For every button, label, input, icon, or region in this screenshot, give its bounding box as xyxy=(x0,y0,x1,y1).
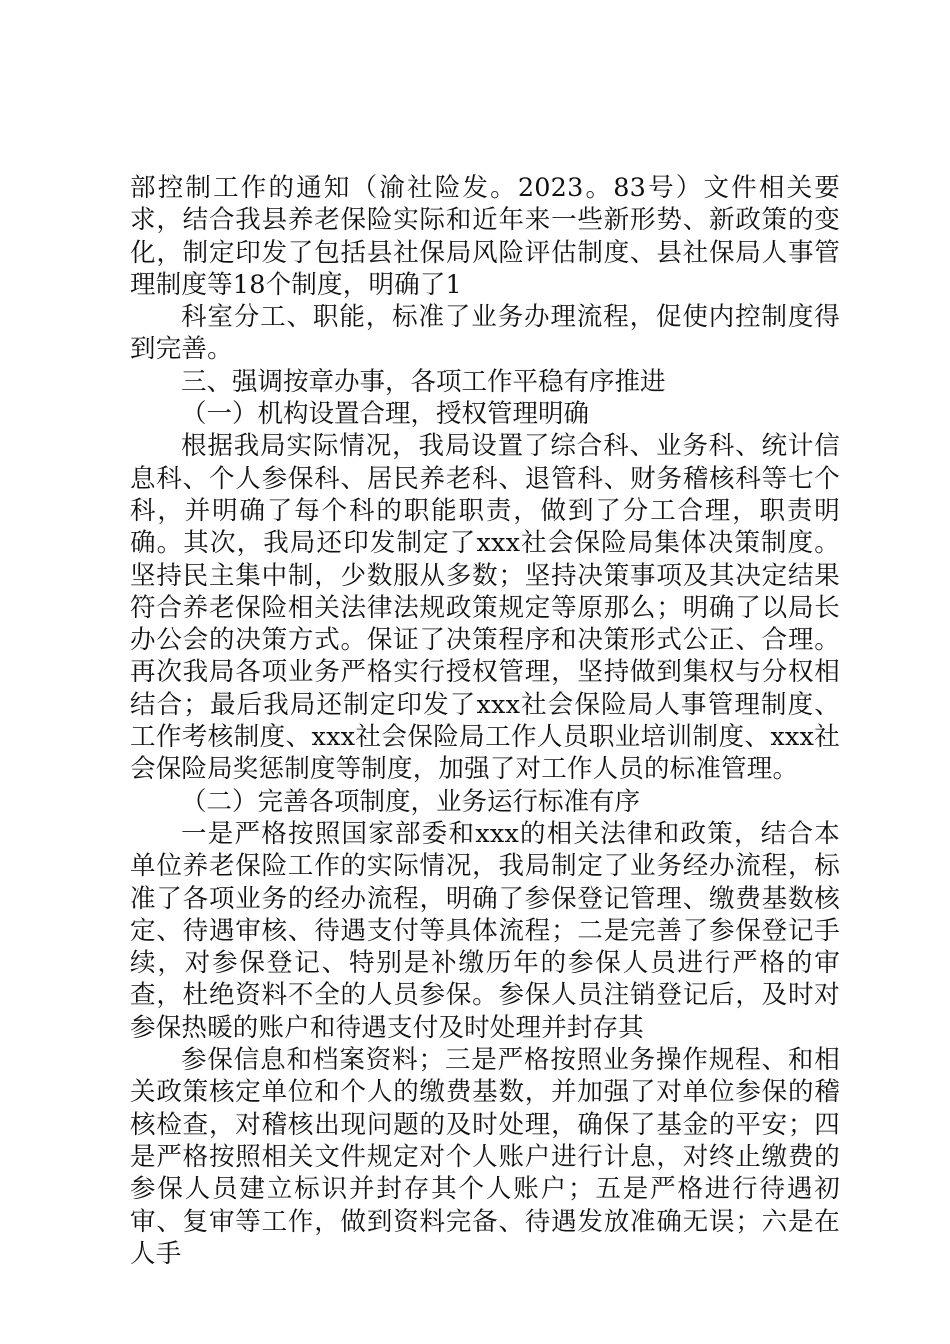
paragraph-business-process: 一是严格按照国家部委和xxx的相关法律和政策，结合本单位养老保险工作的实际情况，我局制定了业务经办流程，标准了各项业务的经办流程，明确了参保登记管理、缴费基数核定、待遇审核、待遇支付等具体流程；二是完善了参保登记手续，对参保登记、特别是补缴历年的参保人员进行严格的审查，杜绝资料不全的人员参保。参保人员注销登记后，及时对参保热暖的账户和待遇支付及时处理并封存其 xyxy=(130,818,840,1043)
section-heading-3: 三、强调按章办事，各项工作平稳有序推进 xyxy=(181,366,666,397)
document-body xyxy=(130,172,840,1270)
paragraph-archive-and-audit: 参保信息和档案资料；三是严格按照业务操作规程、和相关政策核定单位和个人的缴费基数，并加强了对单位参保的稽核检查，对稽核出现问题的及时处理，确保了基金的平安；四是严格按照相关文件规定对个人账户进行计息，对终止缴费的参保人员建立标识并封存其个人账户；五是严格进行待遇初审、复审等工作，做到资料完备、待遇发放准确无误；六是在人手 xyxy=(130,1045,840,1269)
subsection-heading-2: （二）完善各项制度，业务运行标准有序 xyxy=(181,786,641,817)
subsection-heading-1: （一）机构设置合理，授权管理明确 xyxy=(181,399,590,430)
paragraph-department-division: 科室分工、职能，标准了业务办理流程，促使内控制度得到完善。 xyxy=(130,302,840,365)
paragraph-internal-control-notice: 部控制工作的通知（渝社险发。2023。83号）文件相关要求，结合我县养老保险实际和近年来一些新形势、新政策的变化，制定印发了包括县社保局风险评估制度、县社保局人事管理制度等18个制度，明确了1 xyxy=(130,173,840,300)
paragraph-organization-setup: 根据我局实际情况，我局设置了综合科、业务科、统计信息科、个人参保科、居民养老科、退管科、财务稽核科等七个科，并明确了每个科的职能职责，做到了分工合理，职责明确。其次，我局还印发制定了xxx社会保险局集体决策制度。坚持民主集中制，少数服从多数；坚持决策事项及其决定结果符合养老保险相关法律法规政策规定等原那么；明确了以局长办公会的决策方式。保证了决策程序和决策形式公正、合理。再次我局各项业务严格实行授权管理，坚持做到集权与分权相结合；最后我局还制定印发了xxx社会保险局人事管理制度、工作考核制度、xxx社会保险局工作人员职业培训制度、xxx社会保险局奖惩制度等制度，加强了对工作人员的标准管理。 xyxy=(130,431,840,785)
